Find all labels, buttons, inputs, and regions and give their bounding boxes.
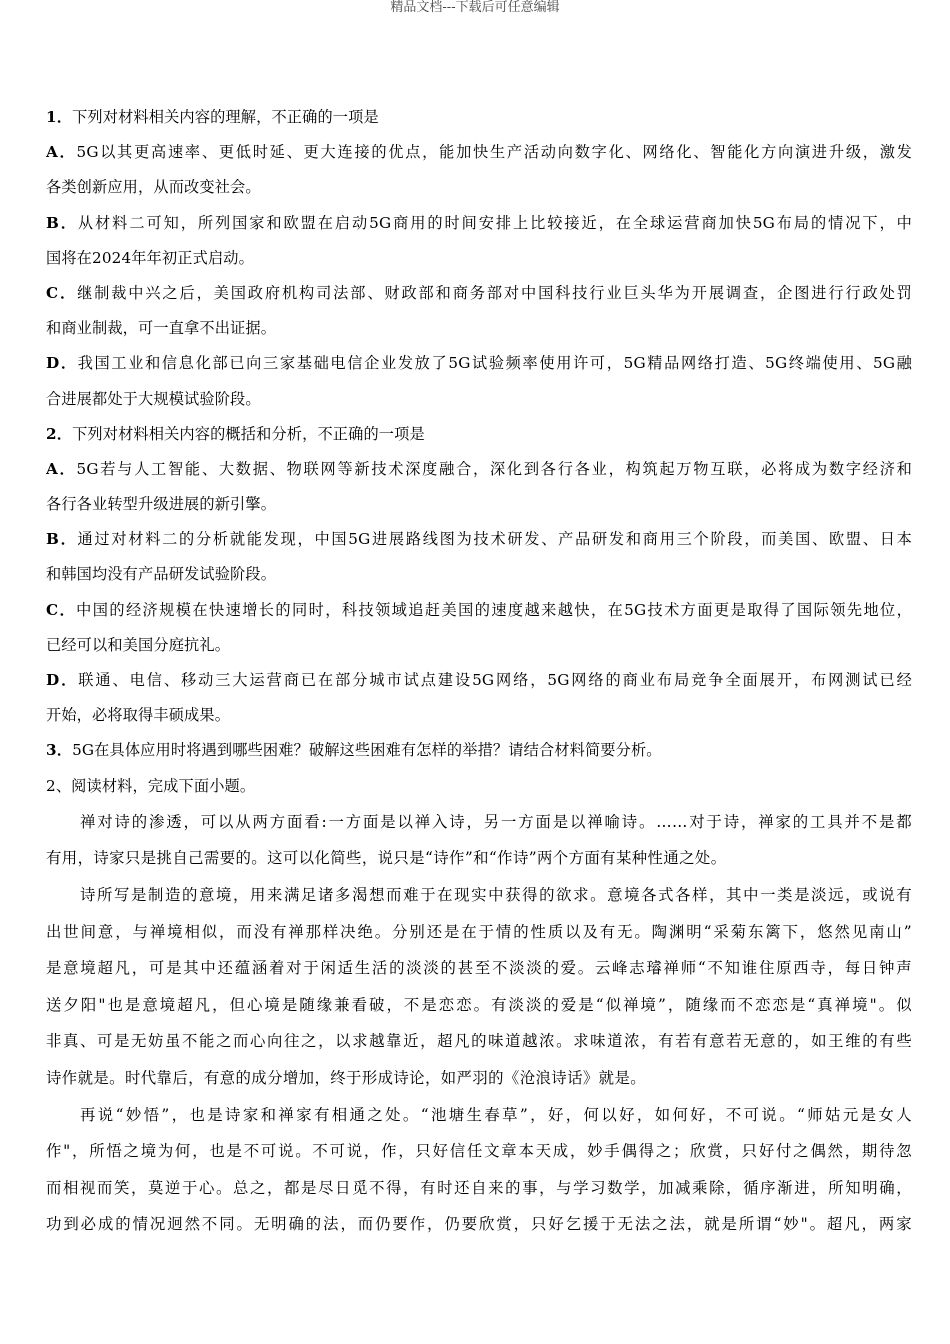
q2-option-c-line-1: C．中国的经济规模在快速增长的同时，科技领域追赶美国的速度越来越快，在5G技术方面更是取得了国际领先地位， (46, 600, 912, 619)
passage-paragraph-3 (46, 1097, 912, 1243)
q2-option-c-line-2: 已经可以和美国分庭抗礼。 (46, 635, 231, 654)
passage-line: 有用，诗家只是挑自己需要的。这可以化简些，说只是“诗作”和“作诗”两个方面有某种性通之处。 (46, 849, 727, 868)
passage-line: 而相视而笑，莫逆于心。总之，都是尽日觅不得，有时还自来的事，与学习数学，加减乘除，循序渐进，所知明确， (46, 1178, 912, 1197)
q2-option-d-line-2: 开始，必将取得丰硕成果。 (46, 706, 231, 725)
passage-line: 非真、可是无妨虽不能之而心向往之，以求越靠近，超凡的味道越浓。求味道浓，有若有意若无意的，如王维的有些 (46, 1032, 912, 1051)
section-2-heading: 2、阅读材料，完成下面小题。 (46, 776, 256, 795)
question-1-stem: 1．下列对材料相关内容的理解，不正确的一项是 (46, 108, 379, 126)
passage-line: 禅对诗的渗透，可以从两方面看:一方面是以禅入诗，另一方面是以禅喻诗。……对于诗，禅家的工具并不是都 (80, 812, 912, 831)
page-header: 精品文档---下载后可任意编辑 (390, 0, 560, 15)
passage-line: 作"，所悟之境为何，也是不可说。不可说，作，只好信任文章本天成，妙手偶得之；欣赏，只好付之偶然，期待忽 (46, 1142, 912, 1161)
q1-option-c-line-1: C．继制裁中兴之后，美国政府机构司法部、财政部和商务部对中国科技行业巨头华为开展调查，企图进行行政处罚 (46, 283, 912, 302)
passage-line: 送夕阳"也是意境超凡，但心境是随缘兼看破，不是恋恋。有淡淡的爱是“似禅境”，随缘而不恋恋是“真禅境"。似 (46, 995, 912, 1014)
q1-option-a-line-2: 各类创新应用，从而改变社会。 (46, 178, 261, 197)
passage-line: 是意境超凡，可是其中还蕴涵着对于闲适生活的淡淡的甚至不淡淡的爱。云峰志璿禅师“不知谁住原西寺，每日钟声 (46, 959, 912, 978)
q1-option-b-line-1: B．从材料二可知，所列国家和欧盟在启动5G商用的时间安排上比较接近，在全球运营商加快5G布局的情况下，中 (46, 213, 912, 232)
q2-option-b-line-2: 和韩国均没有产品研发试验阶段。 (46, 565, 277, 584)
q2-option-b-line-1: B．通过对材料二的分析就能发现，中国5G进展路线图为技术研发、产品研发和商用三个阶段，而美国、欧盟、日本 (46, 530, 912, 549)
passage-line: 诗作就是。时代靠后，有意的成分增加，终于形成诗论，如严羽的《沧浪诗话》就是。 (46, 1068, 647, 1087)
q1-option-d-line-2: 合进展都处于大规模试验阶段。 (46, 389, 261, 408)
passage-line: 再说“妙悟”，也是诗家和禅家有相通之处。“池塘生春草”，好，何以好，如何好，不可说。“师姑元是女人 (80, 1105, 912, 1124)
passage-line: 出世间意，与禅境相似，而没有禅那样决绝。分别还是在于情的性质以及有无。陶渊明“采菊东篱下，悠然见南山” (46, 922, 912, 941)
q1-option-c-line-2: 和商业制裁，可一直拿不出证据。 (46, 319, 277, 338)
passage-paragraph-2 (46, 877, 912, 1097)
document-body (46, 100, 912, 1243)
passage-paragraph-1 (46, 804, 912, 877)
q2-option-a-line-2: 各行各业转型升级进展的新引擎。 (46, 495, 277, 514)
q2-option-a-line-1: A．5G若与人工智能、大数据、物联网等新技术深度融合，深化到各行各业，构筑起万物互联，必将成为数字经济和 (46, 459, 912, 478)
q1-option-b-line-2: 国将在2024年年初正式启动。 (46, 248, 254, 267)
q1-option-d-line-1: D．我国工业和信息化部已向三家基础电信企业发放了5G试验频率使用许可，5G精品网络打造、5G终端使用、5G融 (46, 354, 912, 373)
q2-option-d-line-1: D．联通、电信、移动三大运营商已在部分城市试点建设5G网络，5G网络的商业布局竞争全面展开，布网测试已经 (46, 671, 912, 689)
passage-line: 功到必成的情况迥然不同。无明确的法，而仍要作，仍要欣赏，只好乞援于无法之法，就是所谓“妙"。超凡，两家 (46, 1215, 912, 1234)
question-3-stem: 3．5G在具体应用时将遇到哪些困难？破解这些困难有怎样的举措？请结合材料简要分析。 (46, 741, 662, 760)
q1-option-a-line-1: A．5G以其更高速率、更低时延、更大连接的优点，能加快生产活动向数字化、网络化、智能化方向演进升级，激发 (46, 143, 912, 162)
question-2-stem: 2．下列对材料相关内容的概括和分析，不正确的一项是 (46, 424, 425, 443)
passage-line: 诗所写是制造的意境，用来满足诸多渴想而难于在现实中获得的欲求。意境各式各样，其中一类是淡远，或说有 (80, 885, 912, 904)
